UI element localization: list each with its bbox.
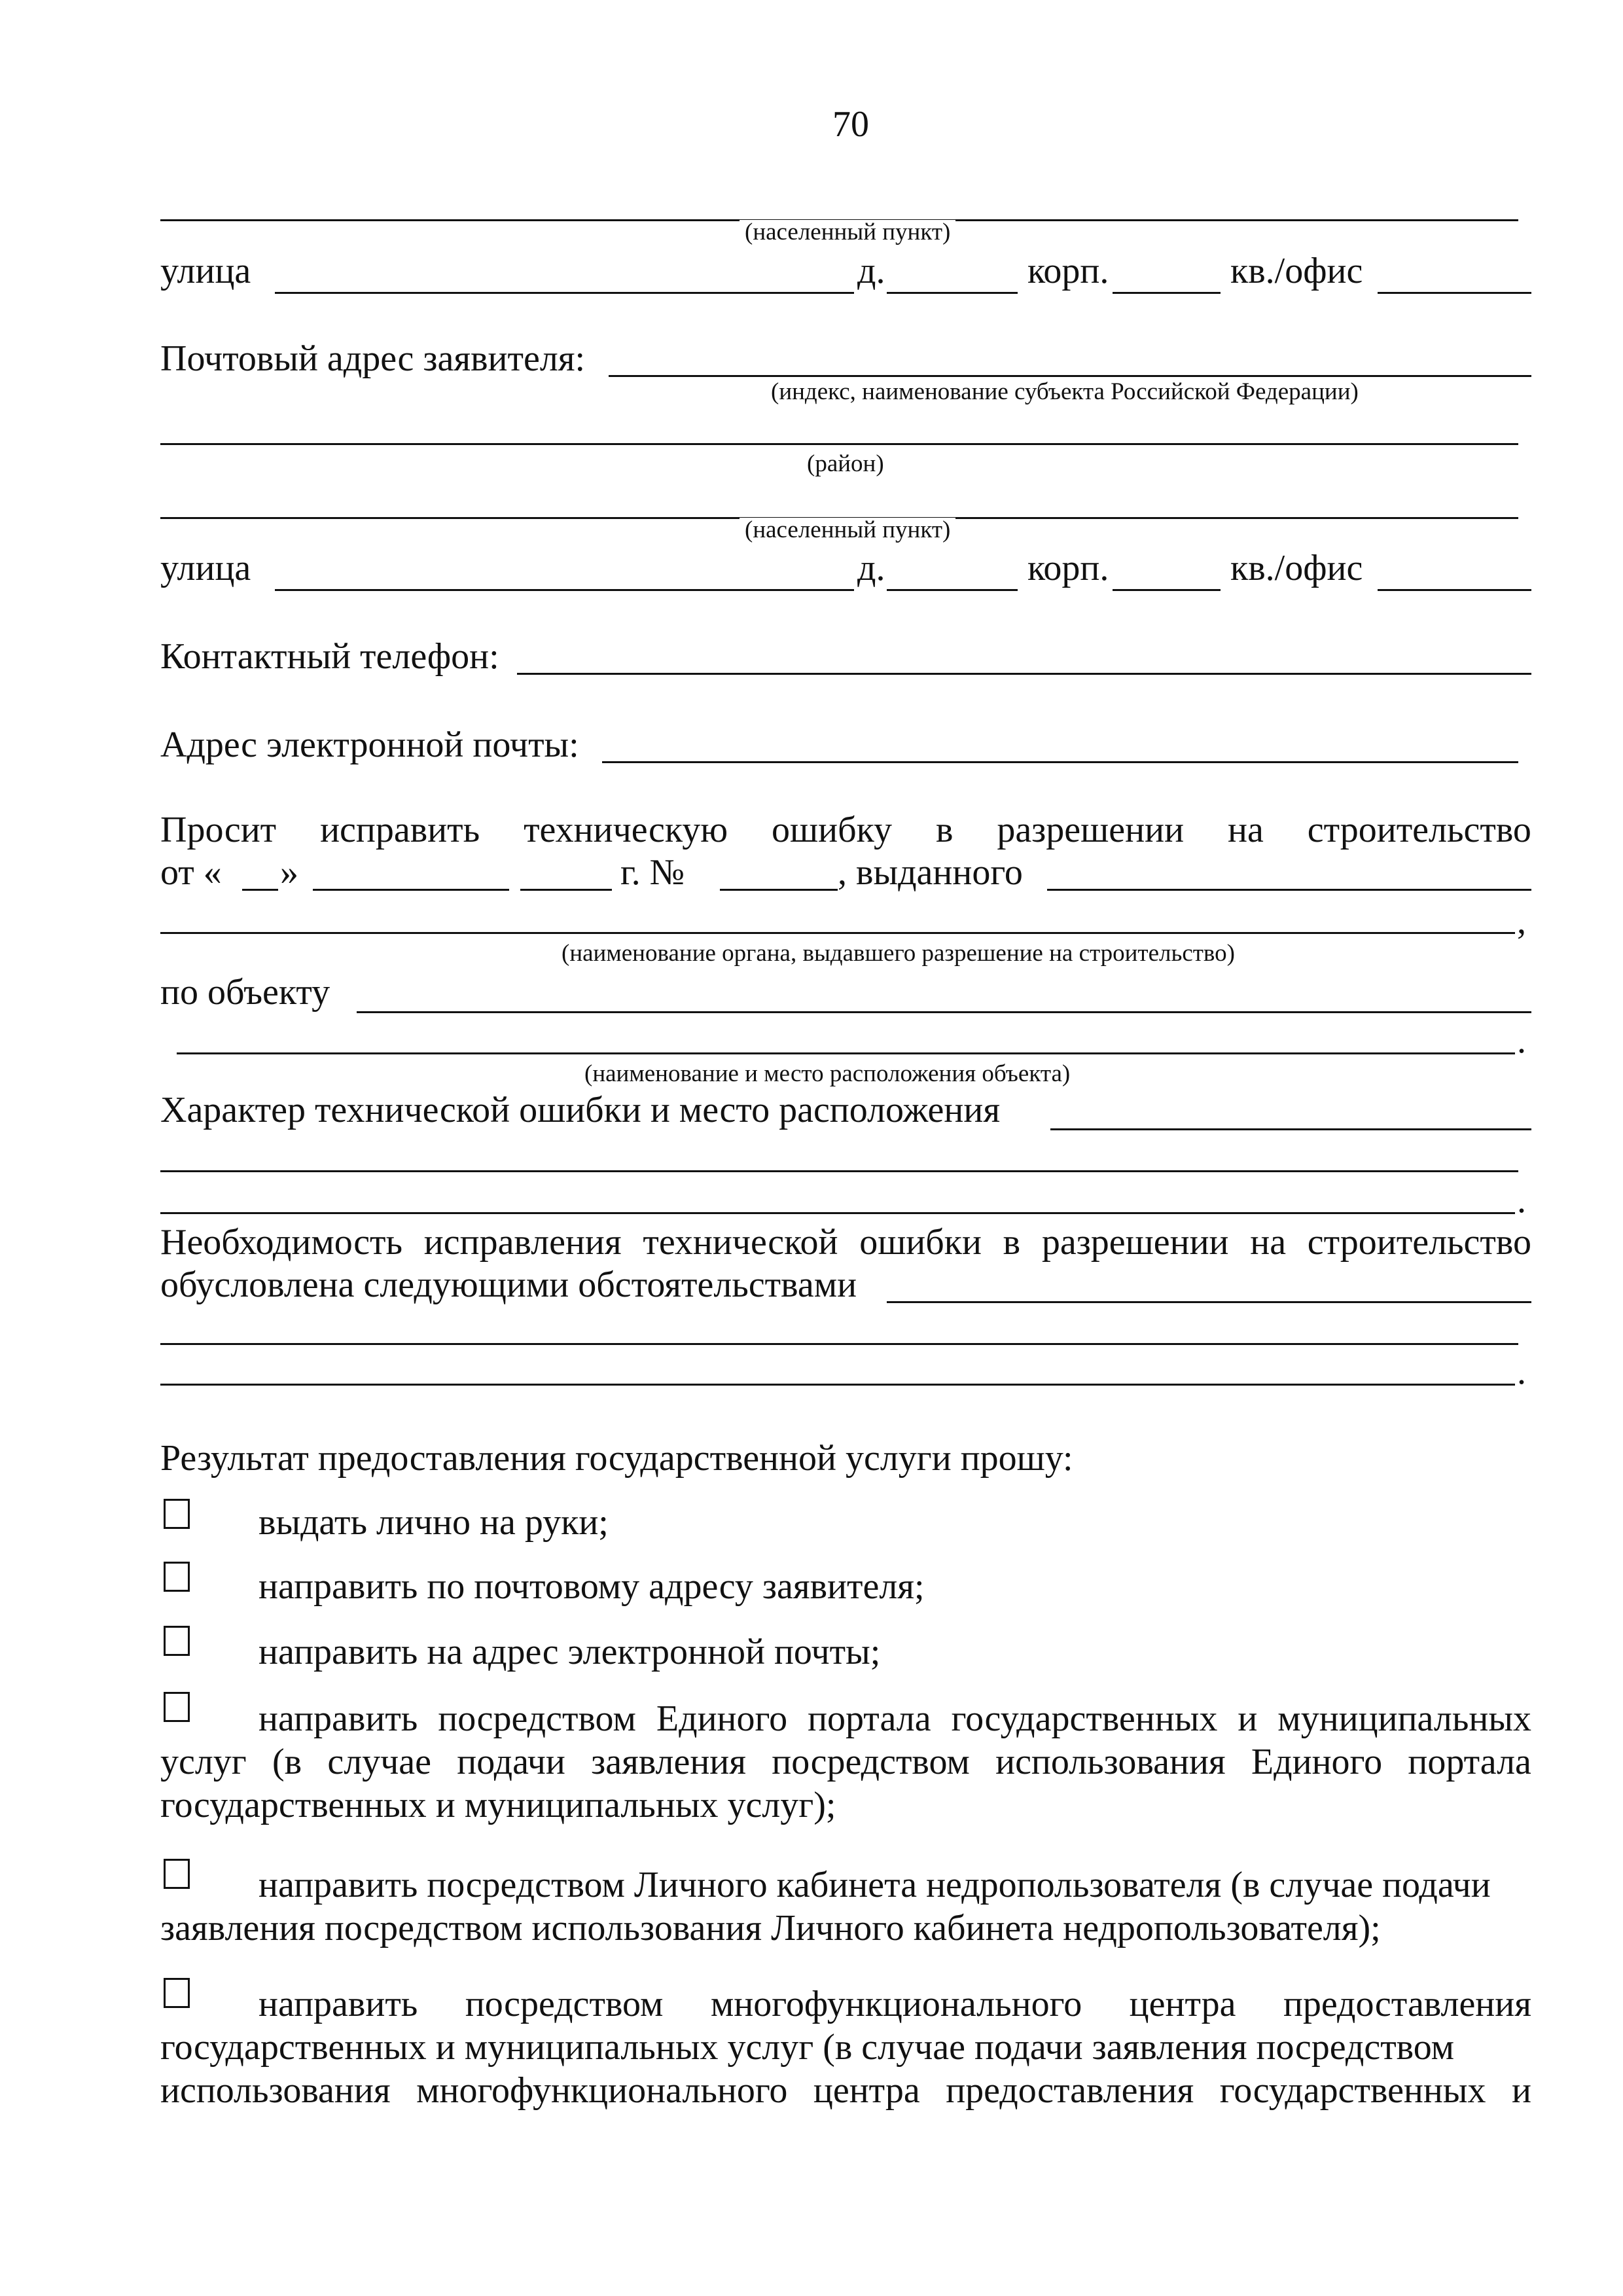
house-label-1: д. [857, 251, 885, 291]
error-period: . [1517, 1180, 1526, 1221]
option-3-checkbox[interactable] [164, 1626, 190, 1656]
street-field-2[interactable] [275, 589, 854, 591]
option-2-checkbox[interactable] [164, 1562, 190, 1592]
necessity-period: . [1517, 1352, 1526, 1392]
necessity-field-2[interactable] [160, 1343, 1518, 1345]
object-label: по объекту [160, 972, 330, 1013]
error-label: Характер технической ошибки и место расположения [160, 1090, 1001, 1130]
issuing-body-caption: (наименование органа, выдавшего разрешение на строительство) [556, 941, 1240, 965]
building-label-1: корп. [1027, 251, 1109, 291]
option-2-label: направить по почтовому адресу заявителя; [259, 1566, 925, 1607]
street-label-2: улица [160, 548, 251, 588]
building-field-2[interactable] [1113, 589, 1221, 591]
apartment-field-2[interactable] [1378, 589, 1531, 591]
postal-index-caption: (индекс, наименование субъекта Российской Федерации) [766, 380, 1364, 404]
necessity-line-1: Необходимость исправления технической ошибки в разрешении на строительство [160, 1222, 1531, 1263]
email-label: Адрес электронной почты: [160, 725, 579, 765]
apartment-label-2: кв./офис [1230, 548, 1363, 588]
house-field-1[interactable] [887, 292, 1018, 294]
option-5-line-2: заявления посредством использования Личного кабинета недропользователя); [160, 1908, 1381, 1948]
date-from-label: от « [160, 852, 222, 893]
street-label-1: улица [160, 251, 251, 291]
phone-label: Контактный телефон: [160, 636, 499, 677]
option-6-line-3: использования многофункционального центра предоставления государственных и [160, 2070, 1531, 2111]
object-period: . [1517, 1020, 1526, 1061]
option-1-label: выдать лично на руки; [259, 1502, 609, 1543]
option-6-checkbox[interactable] [164, 1978, 190, 2008]
option-4-line-1: направить посредством Единого портала государственных и муниципальных [259, 1698, 1531, 1739]
option-1-checkbox[interactable] [164, 1499, 190, 1529]
date-quote-close: » [280, 852, 298, 893]
district-caption: (район) [802, 452, 889, 476]
issuer-field-2[interactable] [160, 932, 1515, 934]
apartment-field-1[interactable] [1378, 292, 1531, 294]
street-field-1[interactable] [275, 292, 854, 294]
date-year-field[interactable] [520, 889, 612, 891]
house-label-2: д. [857, 548, 885, 588]
object-field-1[interactable] [357, 1011, 1531, 1013]
object-field-2[interactable] [177, 1052, 1515, 1054]
locality-caption-2: (населенный пункт) [740, 518, 955, 542]
option-3-label: направить на адрес электронной почты; [259, 1632, 881, 1672]
error-field-2[interactable] [160, 1170, 1518, 1172]
postal-address-field[interactable] [609, 375, 1531, 377]
option-4-line-2: услуг (в случае подачи заявления посредством использования Единого портала [160, 1742, 1531, 1782]
date-day-field[interactable] [242, 889, 278, 891]
error-field-1[interactable] [1050, 1128, 1531, 1130]
permit-number-field[interactable] [720, 889, 838, 891]
necessity-field-3[interactable] [160, 1384, 1515, 1386]
option-5-checkbox[interactable] [164, 1859, 190, 1889]
house-field-2[interactable] [887, 589, 1018, 591]
request-line-1: Просит исправить техническую ошибку в разрешении на строительство [160, 810, 1531, 850]
necessity-line-2: обусловлена следующими обстоятельствами [160, 1265, 857, 1305]
page-number: 70 [832, 104, 869, 145]
result-heading: Результат предоставления государственной услуги прошу: [160, 1438, 1073, 1479]
district-line[interactable] [160, 443, 1518, 445]
issuer-comma: , [1517, 901, 1526, 942]
building-field-1[interactable] [1113, 292, 1221, 294]
option-5-line-1: направить посредством Личного кабинета недропользователя (в случае подачи [259, 1865, 1491, 1905]
issued-label: , выданного [838, 852, 1023, 893]
phone-field[interactable] [517, 673, 1531, 675]
error-field-3[interactable] [160, 1212, 1515, 1214]
necessity-field-1[interactable] [887, 1301, 1531, 1303]
apartment-label-1: кв./офис [1230, 251, 1363, 291]
date-month-field[interactable] [313, 889, 509, 891]
postal-address-label: Почтовый адрес заявителя: [160, 338, 586, 379]
option-4-checkbox[interactable] [164, 1692, 190, 1722]
option-4-line-3: государственных и муниципальных услуг); [160, 1785, 836, 1825]
issuer-field-1[interactable] [1047, 889, 1531, 891]
option-6-line-1: направить посредством многофункционального центра предоставления [259, 1984, 1531, 2024]
building-label-2: корп. [1027, 548, 1109, 588]
email-field[interactable] [602, 761, 1518, 763]
year-number-label: г. № [620, 852, 685, 893]
option-6-line-2: государственных и муниципальных услуг (в случае подачи заявления посредством [160, 2027, 1455, 2068]
object-location-caption: (наименование и место расположения объекта) [579, 1062, 1075, 1086]
locality-caption-1: (населенный пункт) [740, 220, 955, 244]
